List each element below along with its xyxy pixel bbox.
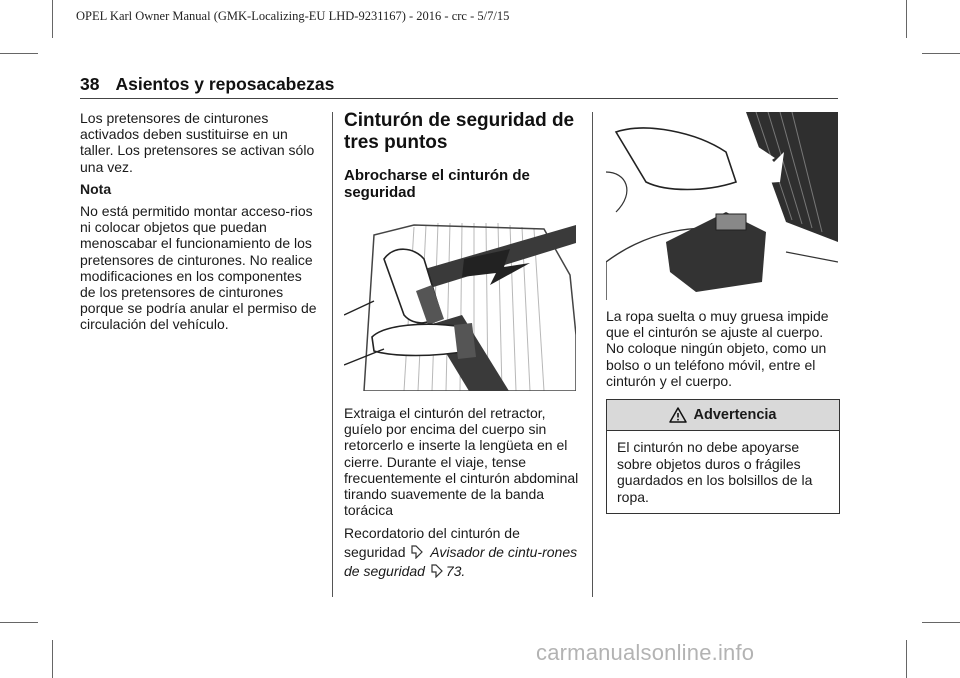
crop-mark [0,53,38,54]
middle-column [344,110,580,587]
manual-info: OPEL Karl Owner Manual (GMK-Localizing-EU LHD-9231167) - 2016 - crc - 5/7/15 [76,9,510,23]
reminder-paragraph [344,524,580,581]
belt-pull-illustration [344,215,576,391]
intro-paragraph: Los pretensores de cinturones activados deben sustituirse en un taller. Los pretensores se activan sólo una vez. [80,110,315,175]
crop-mark [922,622,960,623]
page-number: 38 [80,74,100,94]
crop-mark [0,622,38,623]
section-heading: Cinturón de seguridad de tres puntos [344,110,575,153]
cross-reference-icon [411,545,423,559]
reminder-prefix: Recordatorio del cinturón de seguridad [344,525,520,561]
header-rule [80,98,838,99]
crop-mark [906,640,907,678]
column-divider [592,112,593,597]
cross-reference-icon [431,564,443,578]
instructions-paragraph: Extraiga el cinturón del retractor, guíelo por encima del cuerpo sin retorcerlo e inserte la lengüeta en el cierre. Durante el viaje, tense frecuentemente el cinturón abdominal tirando suavemente de la banda torácica [344,405,579,519]
crop-mark [52,640,53,678]
clothing-paragraph: La ropa suelta o muy gruesa impide que el cinturón se ajuste al cuerpo. No coloque ningún objeto, como un bolso o un teléfono móvil, entre el cinturón y el cuerpo. [606,308,829,389]
warning-text: El cinturón no debe apoyarse sobre objetos duros o frágiles guardados en los bolsillos de la ropa. [617,439,813,505]
warning-box [606,399,840,514]
right-column [606,112,840,514]
reminder-page[interactable]: 73. [445,563,466,580]
note-paragraph: No está permitido montar acceso-rios ni colocar objetos que puedan menoscabar el funcionamiento de los pretensores de cinturones. No realice modificaciones en los componentes de los pretensores de cinturones porque se podría anular el permiso de circulación del vehículo. [80,203,317,333]
warning-title: Advertencia [693,406,777,423]
crop-mark [52,0,53,38]
column-divider [332,112,333,597]
left-column [80,110,318,339]
crop-mark [906,0,907,38]
buckle-insert-illustration [606,112,838,300]
reminder-link[interactable]: Avisador de cintu-rones de seguridad [344,544,578,580]
subsection-heading: Abrocharse el cinturón de seguridad [344,167,530,201]
note-label: Nota [80,180,112,197]
warning-header [607,400,839,431]
watermark: carmanualsonline.info [536,640,755,665]
crop-mark [922,53,960,54]
warning-triangle-icon [669,407,687,423]
page-heading [80,74,334,95]
section-title: Asientos y reposacabezas [115,74,335,94]
